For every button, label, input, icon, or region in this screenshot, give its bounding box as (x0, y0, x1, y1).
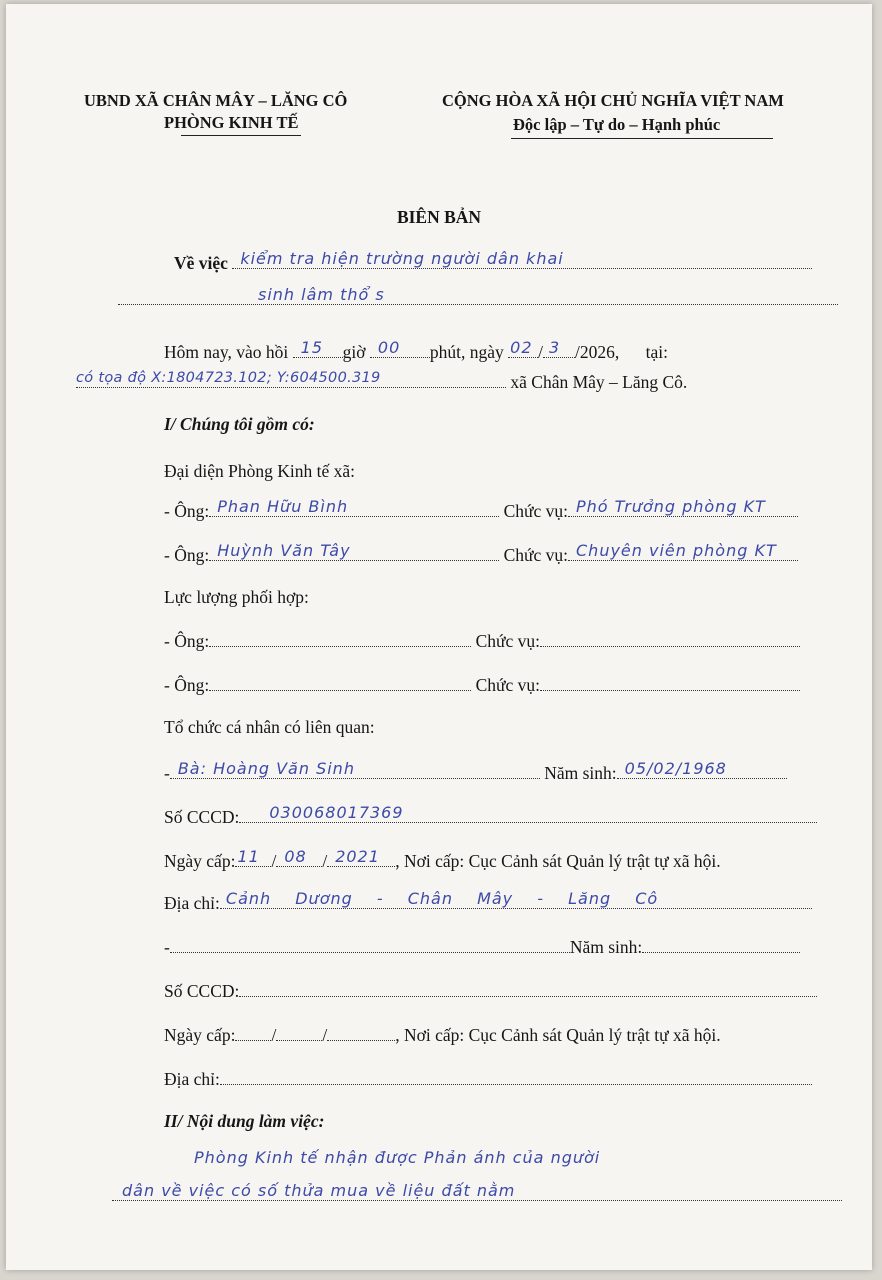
person-2-id-field[interactable] (239, 980, 817, 997)
content-row-2 (112, 1181, 842, 1206)
time-prefix: Hôm nay, vào hồi (164, 342, 289, 362)
coord-row-2 (164, 674, 800, 696)
person-2-id-label: Số CCCD: (164, 981, 240, 1001)
at-label: tại: (645, 342, 669, 362)
coordination-label: Lực lượng phối hợp: (164, 587, 309, 607)
coord-2-prefix: - Ông: (164, 675, 210, 695)
subject-text-1: kiểm tra hiện trường người dân khai (240, 249, 564, 268)
coord-1-role-label: Chức vụ: (475, 631, 540, 651)
member-2-name-field[interactable] (209, 541, 499, 561)
content-field-1[interactable] (164, 1148, 854, 1167)
minute-value: 00 (377, 338, 401, 357)
person-2-issue-month-field[interactable] (276, 1024, 322, 1041)
person-1-issue-month: 08 (284, 847, 307, 866)
person-1-prefix: - (164, 763, 170, 783)
person-2-issue-day-field[interactable] (235, 1024, 271, 1041)
coord-2-name-field[interactable] (209, 674, 471, 691)
person-1-issue-year: 2021 (335, 847, 380, 866)
agency-name: UBND XÃ CHÂN MÂY – LĂNG CÔ (84, 91, 348, 110)
person-1-address-field[interactable] (220, 889, 812, 909)
year-label: /2026, (575, 342, 620, 362)
subject-field-1[interactable] (232, 249, 812, 269)
month-value: 3 (549, 338, 561, 357)
location-row (76, 371, 687, 393)
person-1-issue-year-field[interactable] (327, 847, 395, 867)
section-2-title: II/ Nội dung làm việc: (164, 1111, 325, 1131)
content-field-2[interactable] (112, 1181, 842, 1201)
person-2-issue-row: Ngày cấp: / / , Nơi cấp: Cục Cảnh sát Quản lý trật tự xã hội. (164, 1025, 721, 1045)
content-text-2: dân về việc có số thửa mua về liệu đất nằm (122, 1181, 516, 1200)
month-field[interactable] (543, 338, 575, 358)
hour-label: giờ (342, 342, 366, 362)
hour-field[interactable] (293, 338, 343, 358)
motto-underline (511, 138, 773, 139)
document-title: BIÊN BẢN (396, 207, 482, 227)
subject-text-2: sinh lâm thổ s (258, 285, 385, 304)
person-2-issue-year-field[interactable] (327, 1024, 395, 1041)
commune-label: xã Chân Mây – Lăng Cô. (510, 372, 688, 392)
person-2-birth-label: Năm sinh: (569, 937, 643, 957)
person-1-issue-label: Ngày cấp: (164, 851, 236, 871)
person-1-id-field[interactable] (239, 803, 817, 823)
document-page (6, 4, 872, 1270)
person-1-name: Bà: Hoàng Văn Sinh (177, 759, 355, 778)
person-2-birth-field[interactable] (642, 936, 800, 953)
member-2-role-label: Chức vụ: (503, 545, 568, 565)
day-field[interactable] (508, 338, 538, 358)
minute-label: phút, ngày (429, 342, 504, 362)
member-1-role-field[interactable] (568, 497, 798, 517)
coord-1-role-field[interactable] (540, 630, 800, 647)
department-name: PHÒNG KINH TẾ (164, 113, 299, 132)
person-2-address-label: Địa chỉ: (164, 1069, 220, 1089)
person-1-id-label: Số CCCD: (164, 807, 240, 827)
person-2-address-row (164, 1068, 812, 1090)
member-row-2 (164, 541, 798, 566)
person-1-issue-day: 11 (237, 847, 260, 866)
content-row-1 (164, 1150, 854, 1172)
nation-name: CỘNG HÒA XÃ HỘI CHỦ NGHĨA VIỆT NAM (442, 91, 784, 110)
person-1-id: 030068017369 (269, 803, 404, 822)
person-2-prefix: - (164, 937, 170, 957)
person-1-name-field[interactable] (170, 759, 540, 779)
person-1-birth: 05/02/1968 (624, 759, 727, 778)
member-1-name-field[interactable] (209, 497, 499, 517)
member-2-role: Chuyên viên phòng KT (576, 541, 777, 560)
member-1-name: Phan Hữu Bình (217, 497, 349, 516)
location-field[interactable] (76, 371, 506, 388)
person-1-address-label: Địa chỉ: (164, 893, 220, 913)
member-2-name: Huỳnh Văn Tây (217, 541, 351, 560)
person-1-birth-field[interactable] (617, 759, 787, 779)
motto: Độc lập – Tự do – Hạnh phúc (513, 115, 721, 134)
person-1-issue-place: Nơi cấp: Cục Cảnh sát Quản lý trật tự xã hội. (403, 851, 721, 871)
person-2-row (164, 936, 800, 958)
coord-row-1 (164, 630, 800, 652)
coord-2-role-field[interactable] (540, 674, 800, 691)
person-2-issue-place: Nơi cấp: Cục Cảnh sát Quản lý trật tự xã hội. (403, 1025, 721, 1045)
member-row-1 (164, 497, 798, 522)
subject-label: Về việc (174, 253, 228, 273)
person-1-address: Cảnh Dương - Chân Mây - Lăng Cô (225, 889, 659, 908)
person-2-address-field[interactable] (220, 1068, 812, 1085)
person-1-issue-row: Ngày cấp: 11 / 08 / 2021 , Nơi cấp: Cục Cảnh sát Quản lý trật tự xã hội. (164, 847, 721, 871)
member-2-prefix: - Ông: (164, 545, 210, 565)
related-label: Tổ chức cá nhân có liên quan: (164, 717, 375, 737)
section-1-title: I/ Chúng tôi gồm có: (164, 414, 315, 434)
time-row: Hôm nay, vào hồi 15 giờ 00 phút, ngày 02 / 3 /2026, tại: (164, 338, 669, 362)
person-1-birth-label: Năm sinh: (544, 763, 617, 783)
person-1-row (164, 759, 787, 784)
person-2-id-row (164, 980, 817, 1002)
person-2-name-field[interactable] (170, 936, 570, 953)
coord-1-prefix: - Ông: (164, 631, 210, 651)
subject-row (174, 249, 812, 274)
subject-row-2 (118, 285, 838, 310)
subject-field-2[interactable] (118, 285, 838, 305)
member-2-role-field[interactable] (568, 541, 798, 561)
department-underline (181, 135, 301, 136)
person-1-id-row (164, 803, 817, 828)
coord-2-role-label: Chức vụ: (475, 675, 540, 695)
hour-value: 15 (300, 338, 323, 357)
person-1-issue-day-field[interactable] (235, 847, 271, 867)
person-1-issue-month-field[interactable] (276, 847, 322, 867)
day-value: 02 (510, 338, 533, 357)
person-2-issue-label: Ngày cấp: (164, 1025, 236, 1045)
person-1-address-row (164, 889, 812, 914)
content-text-1: Phòng Kinh tế nhận được Phản ánh của người (194, 1148, 601, 1167)
location-value: có tọa độ X:1804723.102; Y:604500.319 (76, 370, 381, 386)
member-1-prefix: - Ông: (164, 501, 210, 521)
coord-1-name-field[interactable] (209, 630, 471, 647)
minute-field[interactable] (370, 338, 430, 358)
member-1-role: Phó Trưởng phòng KT (576, 497, 766, 516)
economic-dept-label: Đại diện Phòng Kinh tế xã: (164, 461, 356, 481)
member-1-role-label: Chức vụ: (503, 501, 568, 521)
